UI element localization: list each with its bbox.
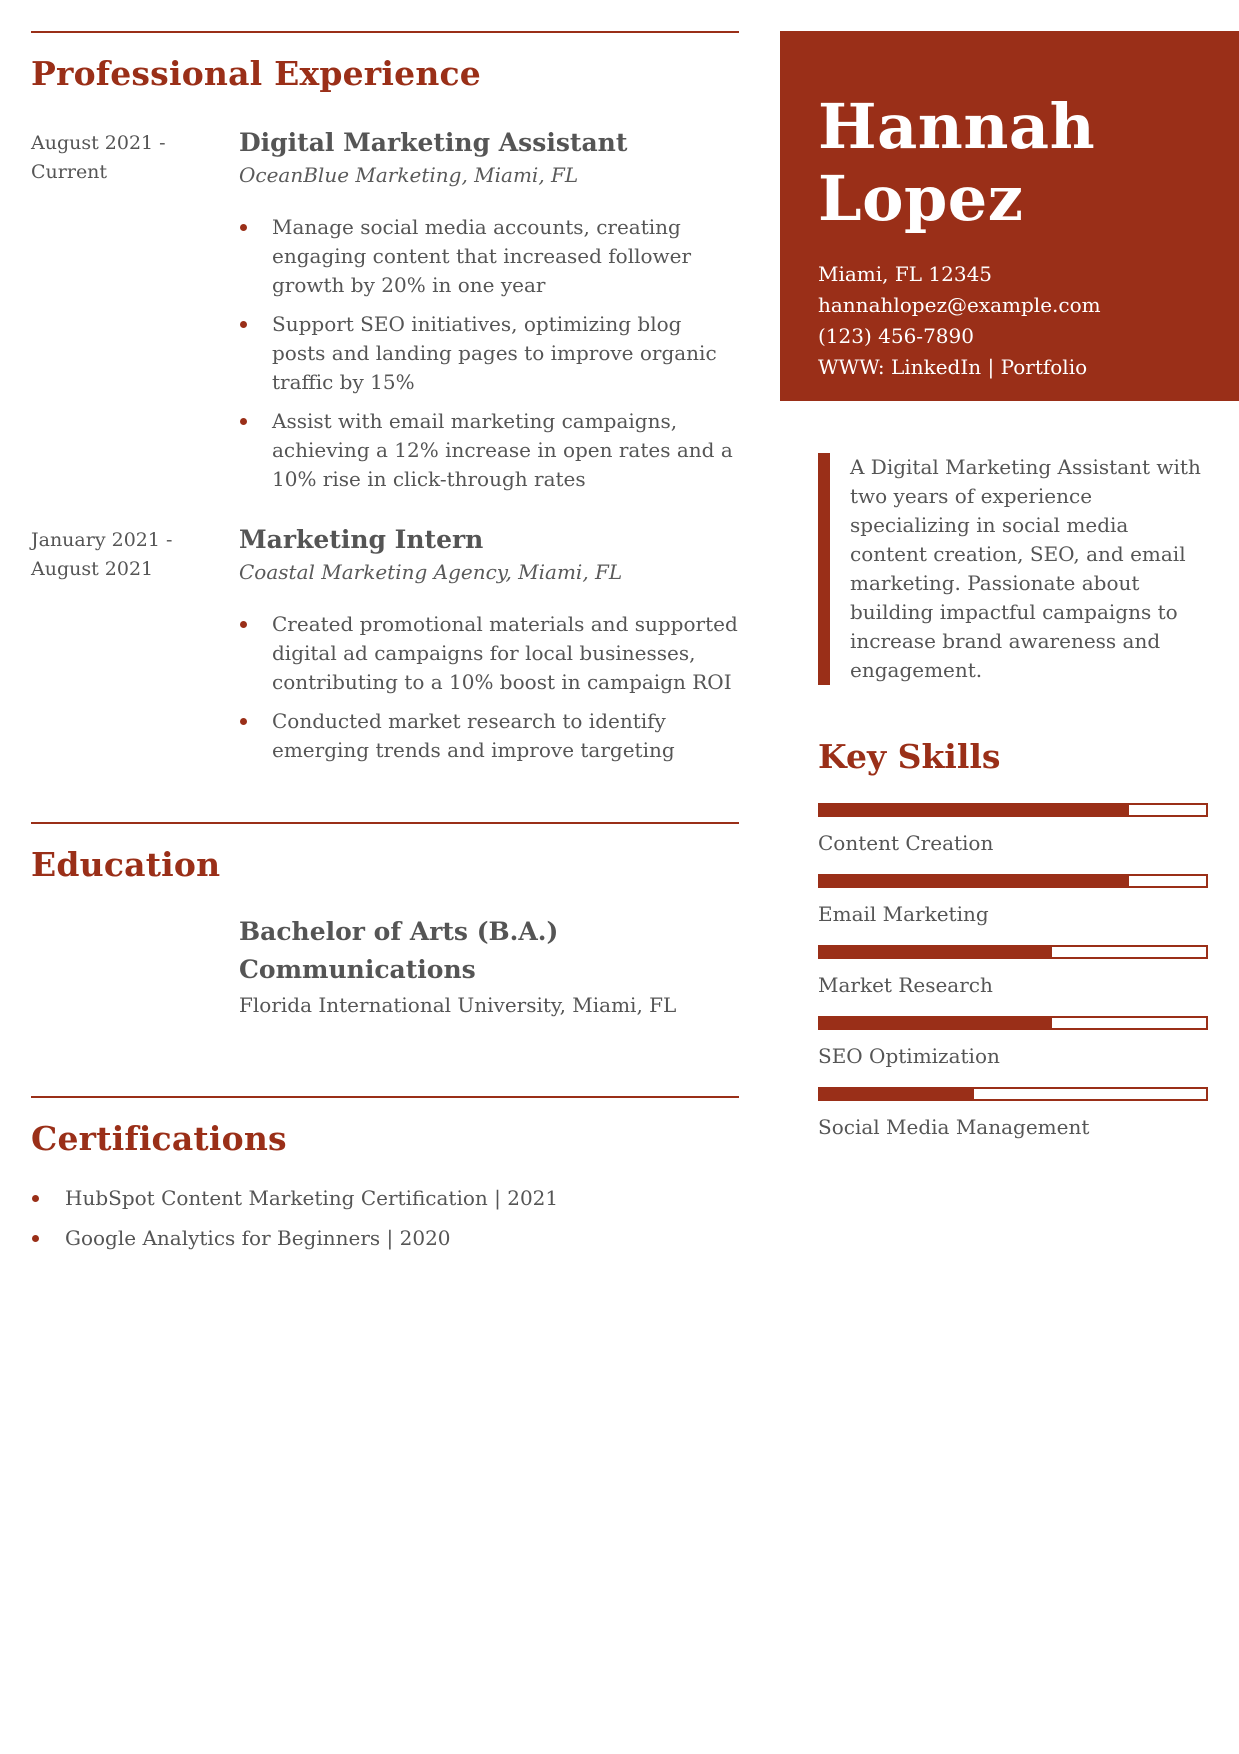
education-entry <box>239 913 739 1020</box>
job-bullet: Created promotional materials and supported digital ad campaigns for local businesses, contributing to a 10% boost in campaign ROI <box>239 610 739 697</box>
job-body <box>239 523 739 775</box>
skill-bar <box>818 945 1208 959</box>
job-bullets <box>239 213 739 494</box>
job-company: OceanBlue Marketing, Miami, FL <box>239 163 579 187</box>
side-column <box>780 31 1239 1158</box>
skill-bar-fill <box>820 1089 974 1099</box>
certifications-section <box>31 1096 739 1253</box>
education-heading: Education <box>31 845 221 884</box>
contact-email[interactable]: hannahlopez@example.com <box>818 293 1101 317</box>
certifications-list <box>31 1184 739 1253</box>
job-bullet: Manage social media accounts, creating engaging content that increased follower growth by 20% in one year <box>239 213 739 300</box>
job-date: August 2021 - Current <box>31 132 166 183</box>
skill-item <box>818 874 1208 929</box>
education-field: Communications <box>239 955 476 984</box>
job-title: Digital Marketing Assistant <box>239 128 628 157</box>
job-entry <box>31 126 739 504</box>
skill-bar-fill <box>820 876 1129 886</box>
last-name: Lopez <box>818 162 1024 235</box>
first-name: Hannah <box>818 90 1096 163</box>
job-bullet: Conducted market research to identify emerging trends and improve targeting <box>239 707 739 765</box>
skill-bar-fill <box>820 1018 1052 1028</box>
skill-bar <box>818 1087 1208 1101</box>
job-title: Marketing Intern <box>239 525 484 554</box>
skill-bar <box>818 874 1208 888</box>
education-school: Florida International University, Miami, FL <box>239 993 677 1017</box>
skill-label: Market Research <box>818 973 993 997</box>
skill-item <box>818 803 1208 858</box>
skill-bar <box>818 1016 1208 1030</box>
experience-section <box>31 31 739 775</box>
contact-info <box>818 259 1201 383</box>
contact-phone[interactable]: (123) 456-7890 <box>818 324 974 348</box>
skill-item <box>818 1016 1208 1071</box>
skill-item <box>818 945 1208 1000</box>
skill-label: Email Marketing <box>818 902 989 926</box>
job-date: January 2021 - August 2021 <box>31 529 173 580</box>
job-body <box>239 126 739 504</box>
education-degree: Bachelor of Arts (B.A.) <box>239 917 559 946</box>
skills-heading: Key Skills <box>818 737 1001 776</box>
main-column <box>31 31 739 1264</box>
skill-item <box>818 1087 1208 1142</box>
job-company: Coastal Marketing Agency, Miami, FL <box>239 560 623 584</box>
experience-heading: Professional Experience <box>31 54 482 93</box>
name-header <box>780 31 1239 401</box>
contact-web-links[interactable]: WWW: LinkedIn | Portfolio <box>818 355 1088 379</box>
skills-list <box>818 803 1208 1142</box>
job-bullets <box>239 610 739 765</box>
skill-label: SEO Optimization <box>818 1044 1000 1068</box>
certifications-heading: Certifications <box>31 1119 287 1158</box>
certification-item: Google Analytics for Beginners | 2020 <box>31 1224 739 1253</box>
certification-item: HubSpot Content Marketing Certification | 2021 <box>31 1184 739 1213</box>
skill-bar-fill <box>820 947 1052 957</box>
skill-label: Social Media Management <box>818 1115 1090 1139</box>
job-bullet: Support SEO initiatives, optimizing blog posts and landing pages to improve organic traffic by 15% <box>239 310 739 397</box>
summary-text: A Digital Marketing Assistant with two years of experience specializing in social media content creation, SEO, and email marketing. Passionate about building impactful campaigns to increase brand awareness and engagement. <box>818 453 1208 685</box>
job-bullet: Assist with email marketing campaigns, achieving a 12% increase in open rates and a 10% rise in click-through rates <box>239 407 739 494</box>
skill-label: Content Creation <box>818 831 994 855</box>
skill-bar <box>818 803 1208 817</box>
skill-bar-fill <box>820 805 1129 815</box>
education-section <box>31 822 739 1020</box>
contact-location: Miami, FL 12345 <box>818 262 993 286</box>
job-entry <box>31 523 739 775</box>
